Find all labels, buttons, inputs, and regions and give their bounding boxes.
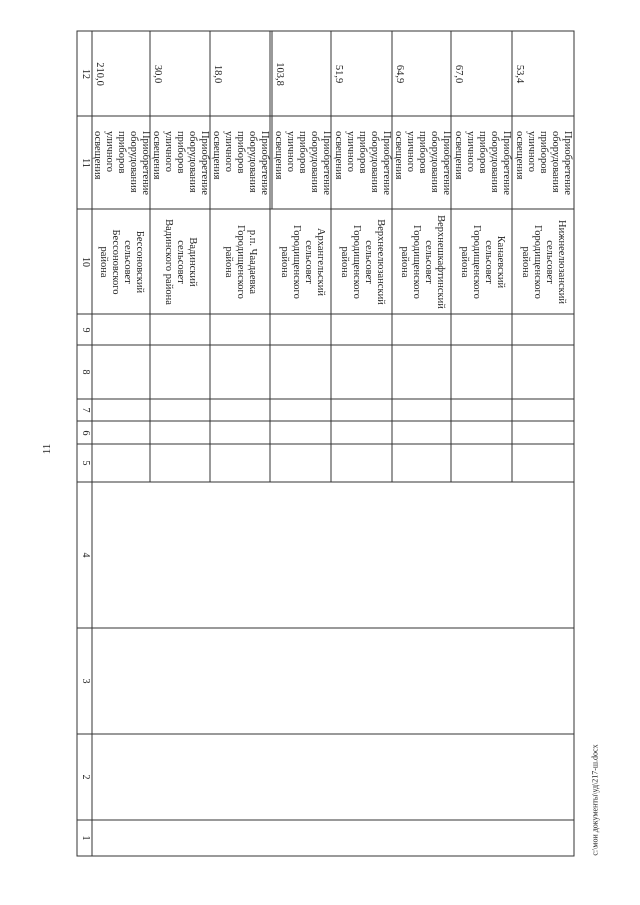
row-purpose: Приобретение оборудования приборов уличного освещения: [332, 130, 392, 195]
column-number: 2: [79, 774, 91, 780]
row-municipality: Канаевский сельсовет Городищенского района: [458, 224, 506, 299]
row-municipality: Бессоновский сельсовет Бессоновского района: [98, 228, 145, 295]
row-amount: 103,8: [274, 61, 285, 86]
column-number: 3: [79, 678, 91, 684]
row-municipality: р.п. Чаадаевка Городищенского района: [223, 224, 258, 299]
footer-file-path: c:\мои документы\уд\217-ш.docx: [590, 744, 600, 856]
row-amount: 30,0: [152, 64, 163, 83]
row-municipality: Нижнеелюзанский сельсовет Городищенского района: [520, 219, 567, 304]
column-number: 8: [79, 369, 91, 375]
row-amount: 51,9: [333, 64, 344, 83]
row-purpose: Приобретение оборудования приборов уличного освещения: [151, 130, 210, 195]
column-number: 6: [79, 430, 91, 435]
row-amount: 64,9: [394, 64, 405, 83]
column-number: 10: [79, 256, 91, 267]
column-number: 1: [79, 835, 91, 841]
row-municipality: Верхнешкафтинский сельсовет Городищенского района: [398, 214, 446, 309]
row-municipality: Вадинский сельсовет Вадинского района: [163, 218, 198, 305]
row-amount: 18,0: [212, 64, 223, 83]
column-number: 12: [79, 68, 91, 79]
row-purpose: Приобретение оборудования приборов уличного освещения: [514, 130, 573, 195]
row-amount: 67,0: [453, 64, 464, 83]
column-number: 9: [79, 327, 91, 332]
column-number: 7: [79, 407, 91, 413]
row-purpose: Приобретение оборудования приборов уличного освещения: [211, 130, 270, 195]
row-amount: 210,0: [94, 61, 105, 86]
row-purpose: Приобретение оборудования приборов уличного освещения: [92, 130, 151, 195]
row-municipality: Архангельский сельсовет Городищенского района: [278, 224, 326, 299]
row-purpose: Приобретение оборудования приборов уличного освещения: [272, 130, 332, 195]
row-municipality: Верхнеелюзанский сельсовет Городищенского района: [338, 218, 386, 305]
column-number: 11: [79, 157, 91, 168]
column-number: 4: [79, 552, 91, 558]
page-number: 11: [41, 443, 53, 455]
row-purpose: Приобретение оборудования приборов уличного освещения: [392, 130, 452, 195]
row-amount: 53,4: [514, 64, 525, 83]
column-number: 5: [79, 460, 91, 466]
row-purpose: Приобретение оборудования приборов уличного освещения: [452, 130, 512, 195]
